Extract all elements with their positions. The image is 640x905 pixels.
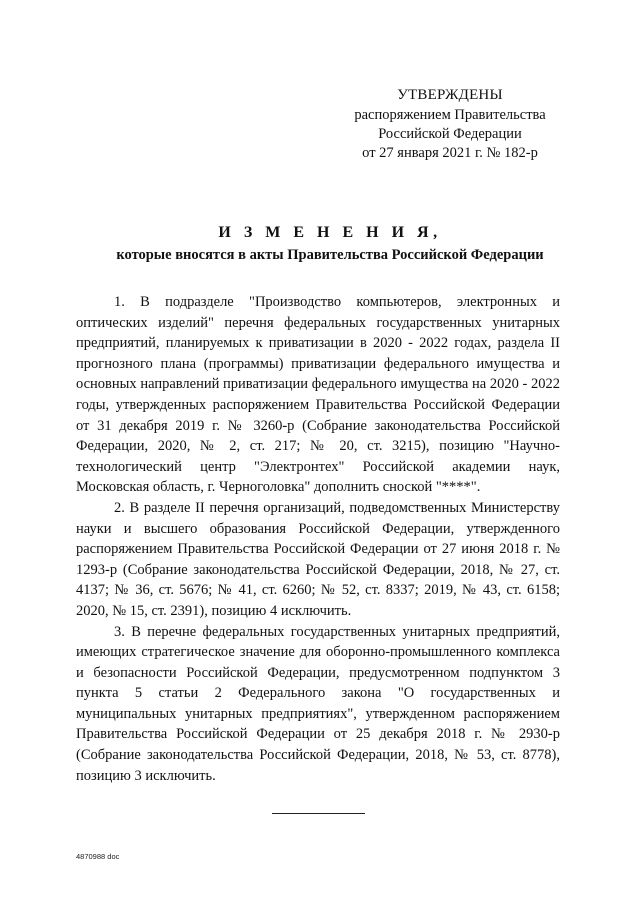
document-heading: И З М Е Н Е Н И Я,: [218, 224, 442, 241]
paragraph-2: 2. В разделе II перечня организаций, подведомственных Министерству науки и высшего образования Российской Федерации, утвержденного распоряжением Правительства Российской Федерации от 27 июня 2018 г. № 1293-р (Собрание законодательства Российской Федерации, 2018, № 27, ст. 4137; № 36, ст. 5676; № 41, ст. 6260; № 52, ст. 8337; 2019, № 43, ст. 6158; 2020, № 15, ст. 2391), позицию 4 исключить.: [76, 499, 560, 619]
approval-title: УТВЕРЖДЕНЫ: [397, 87, 503, 103]
end-divider: [272, 813, 365, 814]
approval-line-1: распоряжением Правительства: [354, 107, 546, 123]
approval-line-2: Российской Федерации: [378, 126, 522, 142]
approval-line-3: от 27 января 2021 г. № 182-р: [362, 145, 538, 161]
document-body: [76, 292, 560, 786]
document-id: 4870988 doc: [76, 852, 120, 861]
approval-block: [330, 86, 570, 163]
document-subheading: которые вносятся в акты Правительства Российской Федерации: [116, 247, 544, 263]
paragraph-3: 3. В перечне федеральных государственных унитарных предприятий, имеющих стратегическое значение для оборонно-промышленного комплекса и безопасности Российской Федерации, предусмотренном подпунктом 3 пункта 5 статьи 2 Федерального закона "О государственных и муниципальных унитарных предприятиях", утвержденном распоряжением Правительства Российской Федерации от 25 декабря 2018 г. № 2930-р (Собрание законодательства Российской Федерации, 2018, № 53, ст. 8778), позицию 3 исключить.: [76, 623, 560, 784]
paragraph-1: 1. В подразделе "Производство компьютеров, электронных и оптических изделий" перечня федеральных государственных унитарных предприятий, планируемых к приватизации в 2020 - 2022 годах, раздела II прогнозного плана (программы) приватизации федерального имущества и основных направлений приватизации федерального имущества на 2020 - 2022 годы, утвержденных распоряжением Правительства Российской Федерации от 31 декабря 2019 г. № 3260-р (Собрание законодательства Российской Федерации, 2020, № 2, ст. 217; № 20, ст. 3215), позицию "Научно-технологический центр "Электронтех" Российской академии наук, Московская область, г. Черноголовка" дополнить сноской "****".: [76, 294, 560, 496]
